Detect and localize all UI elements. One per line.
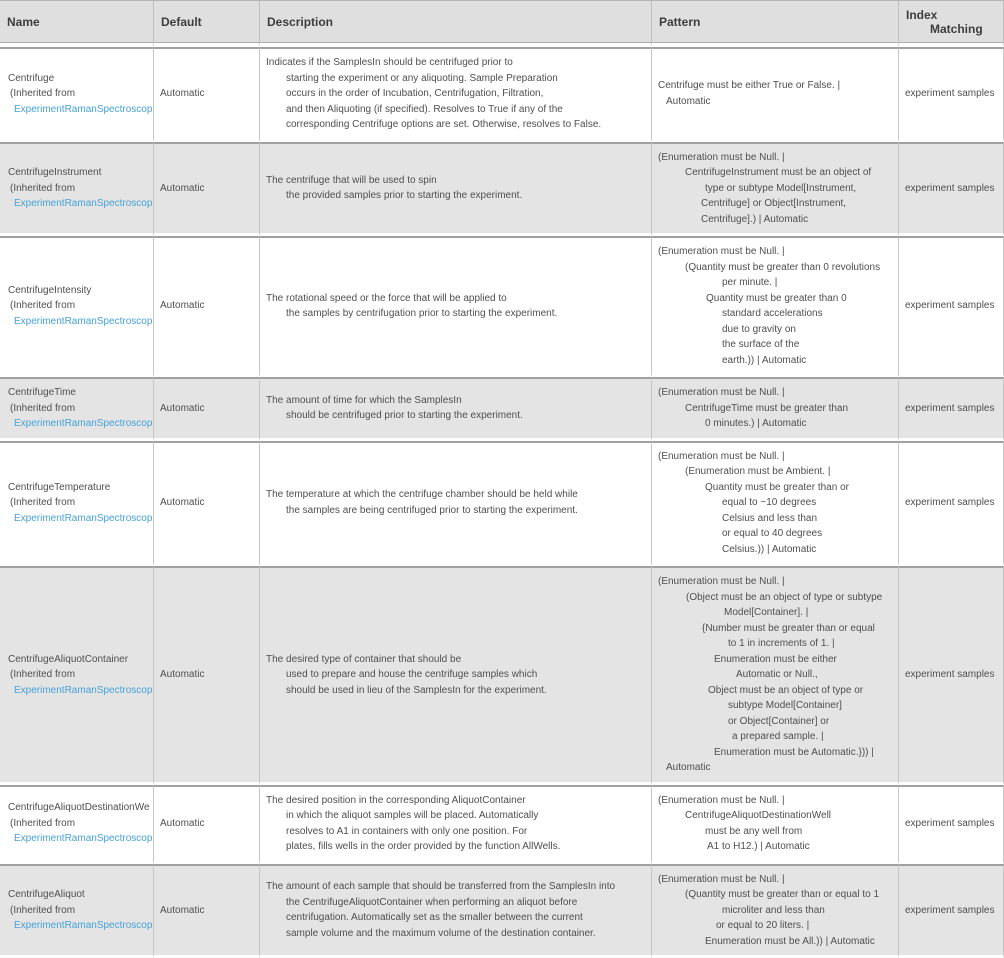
description-line: should be centrifuged prior to starting the experiment.: [266, 408, 645, 424]
header-row: [0, 0, 1004, 47]
pattern-line: (Quantity must be greater than or equal to 1: [658, 887, 892, 903]
default-cell: [154, 441, 260, 567]
pattern-line: or equal to 40 degrees: [658, 526, 892, 542]
index-cell: [899, 236, 1004, 377]
description-line: The amount of each sample that should be transferred from the SamplesIn into: [266, 879, 645, 895]
option-name: CentrifugeAliquot: [7, 887, 147, 903]
name-cell: [0, 47, 154, 142]
pattern-line: Centrifuge] or Object[Instrument,: [658, 196, 892, 212]
default-cell: [154, 864, 260, 958]
index-matching-value: experiment samples: [905, 816, 997, 832]
option-row: [0, 785, 1004, 864]
index-matching-value: experiment samples: [905, 86, 997, 102]
default-value: Automatic: [160, 495, 253, 511]
pattern-line: (Enumeration must be Null. |: [658, 150, 892, 166]
option-row: [0, 377, 1004, 441]
description-cell: [260, 47, 652, 142]
default-cell: [154, 566, 260, 785]
index-matching-value: experiment samples: [905, 401, 997, 417]
description-cell: [260, 236, 652, 377]
description-line: plates, fills wells in the order provided by the function AllWells.: [266, 839, 645, 855]
header-cell-default: Default: [154, 0, 260, 47]
option-row: [0, 47, 1004, 142]
default-cell: [154, 47, 260, 142]
index-matching-value: experiment samples: [905, 181, 997, 197]
pattern-line: due to gravity on: [658, 322, 892, 338]
default-value: Automatic: [160, 816, 253, 832]
option-row: [0, 566, 1004, 785]
name-cell: [0, 142, 154, 237]
pattern-cell: [652, 236, 899, 377]
pattern-line: Enumeration must be Automatic.})) |: [658, 745, 892, 761]
default-value: Automatic: [160, 181, 253, 197]
pattern-line: a prepared sample. |: [658, 729, 892, 745]
description-line: should be used in lieu of the SamplesIn for the experiment.: [266, 683, 645, 699]
option-name: CentrifugeIntensity: [7, 283, 147, 299]
pattern-cell: [652, 377, 899, 441]
option-name: CentrifugeAliquotContainer: [7, 652, 147, 668]
default-value: Automatic: [160, 903, 253, 919]
inherited-link[interactable]: ExperimentRamanSpectroscop: [7, 196, 147, 212]
pattern-cell: [652, 142, 899, 237]
description-line: the samples are being centrifuged prior to starting the experiment.: [266, 503, 645, 519]
pattern-line: (Enumeration must be Null. |: [658, 872, 892, 888]
description-line: used to prepare and house the centrifuge samples which: [266, 667, 645, 683]
option-name: CentrifugeInstrument: [7, 165, 147, 181]
default-cell: [154, 785, 260, 864]
index-cell: [899, 566, 1004, 785]
inherited-link[interactable]: ExperimentRamanSpectroscop: [7, 831, 147, 847]
header-cell-index-matching: [899, 0, 1004, 47]
index-cell: [899, 864, 1004, 958]
pattern-line: (Enumeration must be Ambient. |: [658, 464, 892, 480]
index-cell: [899, 441, 1004, 567]
name-cell: [0, 864, 154, 958]
index-cell: [899, 377, 1004, 441]
description-cell: [260, 142, 652, 237]
pattern-line: Centrifuge].) | Automatic: [658, 212, 892, 228]
inherited-label: (Inherited from: [7, 667, 147, 683]
inherited-link[interactable]: ExperimentRamanSpectroscop: [7, 314, 147, 330]
header-index-line1: Index: [906, 8, 996, 22]
pattern-line: CentrifugeAliquotDestinationWell: [658, 808, 892, 824]
inherited-link[interactable]: ExperimentRamanSpectroscop: [7, 683, 147, 699]
pattern-line: Celsius.)) | Automatic: [658, 542, 892, 558]
default-value: Automatic: [160, 298, 253, 314]
name-cell: [0, 785, 154, 864]
description-line: The desired position in the corresponding AliquotContainer: [266, 793, 645, 809]
pattern-cell: [652, 47, 899, 142]
index-cell: [899, 142, 1004, 237]
inherited-link[interactable]: ExperimentRamanSpectroscop: [7, 918, 147, 934]
description-cell: [260, 377, 652, 441]
name-cell: [0, 377, 154, 441]
inherited-link[interactable]: ExperimentRamanSpectroscop: [7, 416, 147, 432]
option-row: [0, 864, 1004, 958]
header-index-line2: Matching: [906, 22, 996, 36]
option-name: Centrifuge: [7, 71, 147, 87]
pattern-line: A1 to H12.) | Automatic: [658, 839, 892, 855]
pattern-line: Enumeration must be either: [658, 652, 892, 668]
pattern-line: the surface of the: [658, 337, 892, 353]
pattern-line: (Enumeration must be Null. |: [658, 385, 892, 401]
table-body: [0, 47, 1004, 958]
index-matching-value: experiment samples: [905, 495, 997, 511]
inherited-label: (Inherited from: [7, 816, 147, 832]
pattern-line: CentrifugeTime must be greater than: [658, 401, 892, 417]
pattern-line: standard accelerations: [658, 306, 892, 322]
pattern-line: microliter and less than: [658, 903, 892, 919]
description-line: starting the experiment or any aliquoting. Sample Preparation: [266, 71, 645, 87]
index-matching-value: experiment samples: [905, 298, 997, 314]
pattern-line: (Enumeration must be Null. |: [658, 793, 892, 809]
pattern-cell: [652, 785, 899, 864]
description-line: the CentrifugeAliquotContainer when performing an aliquot before: [266, 895, 645, 911]
default-cell: [154, 377, 260, 441]
pattern-line: Automatic: [658, 94, 892, 110]
pattern-line: (Enumeration must be Null. |: [658, 244, 892, 260]
description-line: centrifugation. Automatically set as the smaller between the current: [266, 910, 645, 926]
pattern-line: Object must be an object of type or: [658, 683, 892, 699]
option-row: [0, 441, 1004, 567]
pattern-line: must be any well from: [658, 824, 892, 840]
option-name: CentrifugeTemperature: [7, 480, 147, 496]
pattern-line: equal to −10 degrees: [658, 495, 892, 511]
inherited-label: (Inherited from: [7, 495, 147, 511]
name-cell: [0, 236, 154, 377]
description-line: The desired type of container that should be: [266, 652, 645, 668]
pattern-line: to 1 in increments of 1. |: [658, 636, 892, 652]
description-line: resolves to A1 in containers with only one position. For: [266, 824, 645, 840]
description-cell: [260, 566, 652, 785]
description-line: corresponding Centrifuge options are set. Otherwise, resolves to False.: [266, 117, 645, 133]
description-line: The rotational speed or the force that will be applied to: [266, 291, 645, 307]
description-line: The amount of time for which the SamplesIn: [266, 393, 645, 409]
default-cell: [154, 142, 260, 237]
default-value: Automatic: [160, 86, 253, 102]
pattern-line: Quantity must be greater than 0: [658, 291, 892, 307]
index-matching-value: experiment samples: [905, 903, 997, 919]
description-line: the samples by centrifugation prior to starting the experiment.: [266, 306, 645, 322]
header-cell-name: Name: [0, 0, 154, 47]
index-matching-value: experiment samples: [905, 667, 997, 683]
pattern-line: {Number must be greater than or equal: [658, 621, 892, 637]
inherited-link[interactable]: ExperimentRamanSpectroscop: [7, 511, 147, 527]
header-cell-pattern: Pattern: [652, 0, 899, 47]
inherited-label: (Inherited from: [7, 181, 147, 197]
option-name: CentrifugeTime: [7, 385, 147, 401]
description-line: The temperature at which the centrifuge chamber should be held while: [266, 487, 645, 503]
table-header: [0, 0, 1004, 47]
name-cell: [0, 441, 154, 567]
description-cell: [260, 864, 652, 958]
pattern-line: (Object must be an object of type or subtype: [658, 590, 892, 606]
pattern-line: (Quantity must be greater than 0 revolutions: [658, 260, 892, 276]
pattern-line: (Enumeration must be Null. |: [658, 449, 892, 465]
pattern-cell: [652, 566, 899, 785]
pattern-line: type or subtype Model[Instrument,: [658, 181, 892, 197]
index-cell: [899, 785, 1004, 864]
pattern-line: Automatic or Null.,: [658, 667, 892, 683]
description-line: and then Aliquoting (if specified). Resolves to True if any of the: [266, 102, 645, 118]
pattern-line: (Enumeration must be Null. |: [658, 574, 892, 590]
description-cell: [260, 441, 652, 567]
default-value: Automatic: [160, 401, 253, 417]
description-line: the provided samples prior to starting the experiment.: [266, 188, 645, 204]
index-cell: [899, 47, 1004, 142]
description-line: occurs in the order of Incubation, Centrifugation, Filtration,: [266, 86, 645, 102]
option-row: [0, 142, 1004, 237]
description-line: sample volume and the maximum volume of the destination container.: [266, 926, 645, 942]
description-line: Indicates if the SamplesIn should be centrifuged prior to: [266, 55, 645, 71]
pattern-line: Model[Container]. |: [658, 605, 892, 621]
pattern-line: Centrifuge must be either True or False. |: [658, 78, 892, 94]
pattern-line: Celsius and less than: [658, 511, 892, 527]
pattern-line: CentrifugeInstrument must be an object of: [658, 165, 892, 181]
pattern-line: 0 minutes.) | Automatic: [658, 416, 892, 432]
pattern-line: per minute. |: [658, 275, 892, 291]
inherited-label: (Inherited from: [7, 298, 147, 314]
pattern-line: or Object[Container] or: [658, 714, 892, 730]
pattern-line: Automatic: [658, 760, 892, 776]
option-name: CentrifugeAliquotDestinationWe: [7, 800, 147, 816]
pattern-line: Quantity must be greater than or: [658, 480, 892, 496]
option-row: [0, 236, 1004, 377]
pattern-cell: [652, 441, 899, 567]
default-cell: [154, 236, 260, 377]
description-cell: [260, 785, 652, 864]
pattern-line: subtype Model[Container]: [658, 698, 892, 714]
description-line: The centrifuge that will be used to spin: [266, 173, 645, 189]
inherited-label: (Inherited from: [7, 401, 147, 417]
default-value: Automatic: [160, 667, 253, 683]
inherited-link[interactable]: ExperimentRamanSpectroscop: [7, 102, 147, 118]
pattern-line: earth.)) | Automatic: [658, 353, 892, 369]
inherited-label: (Inherited from: [7, 86, 147, 102]
inherited-label: (Inherited from: [7, 903, 147, 919]
description-line: in which the aliquot samples will be placed. Automatically: [266, 808, 645, 824]
pattern-cell: [652, 864, 899, 958]
pattern-line: Enumeration must be All.)) | Automatic: [658, 934, 892, 950]
name-cell: [0, 566, 154, 785]
pattern-line: or equal to 20 liters. |: [658, 918, 892, 934]
header-cell-description: Description: [260, 0, 652, 47]
